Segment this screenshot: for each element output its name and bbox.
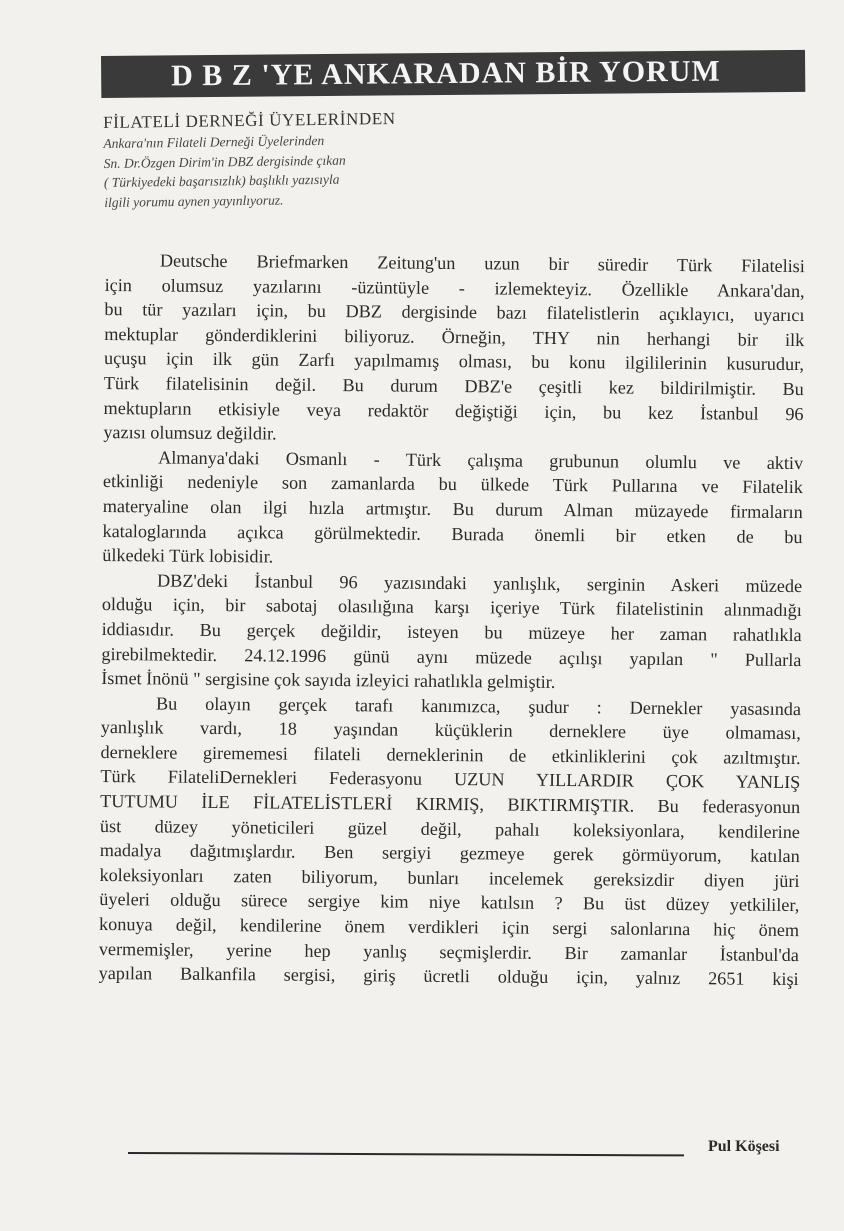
- intro-line: ilgili yorumu aynen yayınlıyoruz.: [104, 191, 284, 210]
- body-line: yanlışlık vardı, 18 yaşından küçüklerin derneklere üye olmaması,: [100, 717, 801, 744]
- body-line: yazısı olumsuz değildir.: [103, 422, 277, 444]
- body-line: DBZ'deki İstanbul 96 yazısındaki yanlışlık, serginin Askeri müzede: [157, 570, 803, 596]
- body-line: Türk filatelisinin değil. Bu durum DBZ'e çeşitli kez bildirilmiştir. Bu: [103, 372, 804, 400]
- body-line: konuya değil, kendilerine önem verdikleri için sergi salonlarına hiç önem: [99, 914, 800, 941]
- body-line: koleksiyonları zaten biliyorum, bunları incelemek gereksizdir diyen jüri: [99, 864, 800, 891]
- intro-heading: FİLATELİ DERNEĞİ ÜYELERİNDEN: [103, 108, 396, 132]
- article-title: D B Z 'YE ANKARADAN BİR YORUM: [101, 50, 805, 98]
- article-body: [99, 248, 805, 992]
- body-line: vermemişler, yerine hep yanlış seçmişlerdir. Bir zamanlar İstanbul'da: [98, 938, 799, 965]
- body-line: girebilmektedir. 24.12.1996 günü aynı müzede açılışı yapılan " Pullarla: [101, 643, 802, 670]
- body-line: Türk FilateliDernekleri Federasyonu UZUN YILLARDIR ÇOK YANLIŞ: [100, 766, 801, 793]
- body-line: iddiasıdır. Bu gerçek değildir, isteyen bu müzeye her zaman rahatlıkla: [101, 618, 802, 645]
- intro-block: [103, 106, 524, 212]
- body-line: Bu olayın gerçek tarafı kanımızca, şudur : Dernekler yasasında: [155, 693, 802, 719]
- body-line: uçuşu için ilk gün Zarfı yapılmamış olması, bu konu ilgililerinin kusurudur,: [103, 348, 805, 375]
- footer-section-label: Pul Köşesi: [708, 1138, 780, 1155]
- body-line: olduğu için, bir sabotaj olasılığına karşı içeriye Türk filatelistinin alınmadığı: [101, 594, 802, 621]
- body-line: materyaline olan ilgi hızla artmıştır. Bu durum Alman müzayede firmaların: [102, 495, 803, 523]
- body-line: etkinliği nedeniyle son zamanlarda bu ülkede Türk Pullarına ve Filatelik: [102, 471, 804, 498]
- body-line: derneklere girememesi filateli derneklerinin de etkinliklerini çok azıltmıştır.: [100, 741, 801, 768]
- footer-divider: [128, 1152, 684, 1156]
- body-line: bu tür yazıları için, bu DBZ dergisinde bazı filatelistlerin açıklayıcı, uyarıcı: [104, 299, 805, 326]
- body-line: mektupların etkisiyle veya redaktör değiştiği için, bu kez İstanbul 96: [103, 397, 804, 424]
- body-line: yapılan Balkanfila sergisi, giriş ücretli olduğu için, yalnız 2651 kişi: [98, 963, 799, 990]
- body-line: mektuplar gönderdiklerini biliyoruz. Örneğin, THY nin herhangi bir ilk: [104, 323, 805, 350]
- intro-line: ( Türkiyedeki başarısızlık) başlıklı yazısıyla: [103, 171, 340, 190]
- body-line: kataloglarında açıkca görülmektedir. Burada önemli bir etken de bu: [102, 520, 803, 547]
- intro-line: Sn. Dr.Özgen Dirim'in DBZ dergisinde çıkan: [103, 152, 346, 171]
- body-line: üst düzey yöneticileri güzel değil, pahalı koleksiyonlara, kendilerine: [99, 815, 801, 842]
- body-line: TUTUMU İLE FİLATELİSTLERİ KIRMIŞ, BIKTIRMIŞTIR. Bu federasyonun: [100, 791, 801, 818]
- body-line: Deutsche Briefmarken Zeitung'un uzun bir süredir Türk Filatelisi: [159, 250, 805, 277]
- intro-line: Ankara'nın Filateli Derneği Üyelerinden: [103, 132, 325, 151]
- body-line: Almanya'daki Osmanlı - Türk çalışma grubunun olumlu ve aktiv: [158, 447, 804, 473]
- body-line: ülkedeki Türk lobisidir.: [102, 545, 274, 567]
- body-line: madalya dağıtmışlardır. Ben sergiyi gezmeye gerek görmüyorum, katılan: [99, 840, 800, 867]
- body-line: İsmet İnönü " sergisine çok sayıda izleyici rahatlıkla gelmiştir.: [101, 668, 556, 693]
- body-line: üyeleri olduğu sürece sergiye kim niye katılsın ? Bu üst düzey yetkililer,: [99, 889, 800, 916]
- body-line: için olumsuz yazılarını -üzüntüyle - izlemekteyiz. Özellikle Ankara'dan,: [104, 274, 805, 301]
